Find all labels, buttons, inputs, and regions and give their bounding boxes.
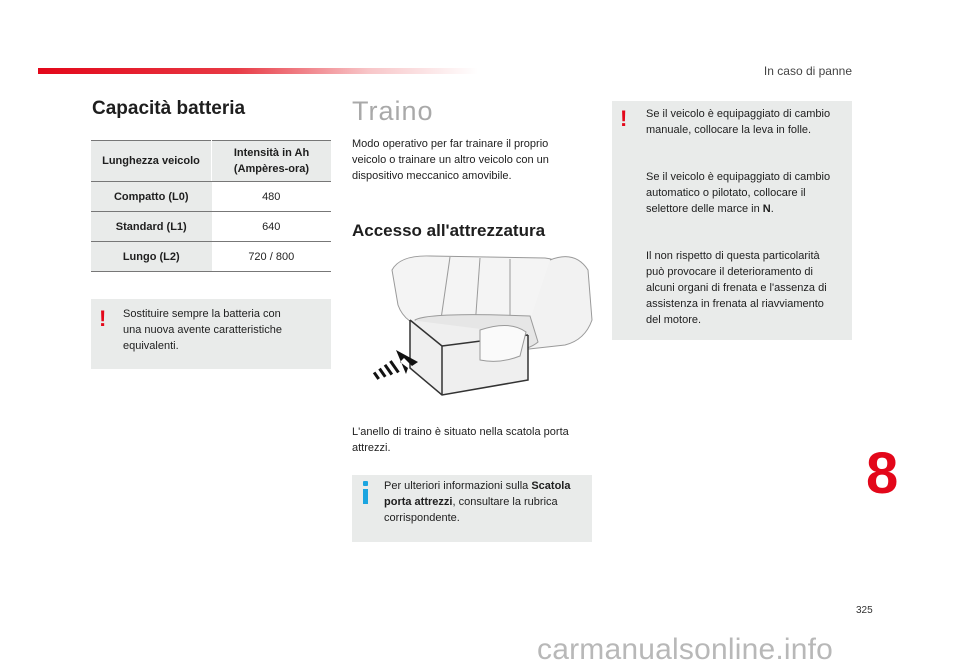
page-number: 325 [856,605,873,616]
gear-position-label: N [762,203,771,215]
info-bold-link: porta attrezzi [384,496,453,508]
paragraph-line: alcuni organi di frenata e l'assenza di [646,282,827,294]
towing-intro-line: Modo operativo per far trainare il proprio [352,138,549,150]
battery-capacity-table [91,140,331,272]
towing-intro-line: dispositivo meccanico amovibile. [352,170,512,182]
info-line [384,494,584,510]
paragraph-line: Il non rispetto di questa particolarità [646,250,820,262]
tow-ring-location-line: L'anello di traino è situato nella scatola porta [352,426,569,438]
seat-storage-box-illustration [370,250,595,400]
info-text-run: , consultare la rubrica [452,496,558,508]
equipment-access-heading: Accesso all'attrezzatura [352,221,546,240]
table-header-length: Lunghezza veicolo [91,141,212,182]
info-icon [363,481,367,505]
paragraph-line: manuale, collocare la leva in folle. [646,124,812,136]
watermark: carmanualsonline.info [537,633,834,666]
manual-gearbox-paragraph [646,106,842,138]
info-line: corrispondente. [384,512,460,524]
table-header-ah-line2: (Ampères-ora) [233,163,310,175]
table-row [91,242,331,272]
battery-warning-line: una nuova avente caratteristiche [123,324,282,336]
battery-warning-line: Sostituire sempre la batteria con [123,308,281,320]
table-cell-length: Compatto (L0) [91,182,212,212]
towing-heading: Traino [352,96,434,126]
table-cell-ah: 480 [212,182,332,212]
battery-warning-text [123,306,282,354]
table-cell-ah: 720 / 800 [212,242,332,272]
battery-warning-line: equivalenti. [123,340,179,352]
info-text-run: Per ulteriori informazioni sulla [384,480,532,492]
table-cell-ah: 640 [212,212,332,242]
tow-ring-location [352,424,582,456]
table-header-row [91,141,331,182]
paragraph-line: Se il veicolo è equipaggiato di cambio [646,171,831,183]
paragraph-line: del motore. [646,314,702,326]
warning-exclamation-icon: ! [99,306,107,331]
info-bold-link: Scatola [531,480,571,492]
paragraph-line: può provocare il deterioramento di [646,266,813,278]
towing-intro [352,136,582,184]
section-title: In caso di panne [763,64,852,78]
chapter-number: 8 [866,441,899,506]
table-row [91,212,331,242]
consequence-paragraph [646,248,842,328]
header-accent-bar [38,68,478,74]
automatic-gearbox-paragraph [646,169,842,217]
info-line [384,478,584,494]
table-header-ah-line1: Intensità in Ah [233,147,310,159]
tow-ring-location-line: attrezzi. [352,442,391,454]
towing-intro-line: veicolo o trainare un altro veicolo con un [352,154,549,166]
paragraph-run: . [770,203,774,215]
table-header-ah [212,141,332,182]
table-cell-length: Standard (L1) [91,212,212,242]
paragraph-line: Se il veicolo è equipaggiato di cambio [646,108,831,120]
battery-capacity-heading: Capacità batteria [92,98,246,119]
paragraph-line: automatico o pilotato, collocare il [646,187,806,199]
table-row [91,182,331,212]
paragraph-line: assistenza in frenata al riavviamento [646,298,824,310]
table-cell-length: Lungo (L2) [91,242,212,272]
warning-exclamation-icon: ! [620,106,628,131]
paragraph-line [646,201,842,217]
info-text [384,478,584,526]
paragraph-run: selettore delle marce in [646,203,763,215]
